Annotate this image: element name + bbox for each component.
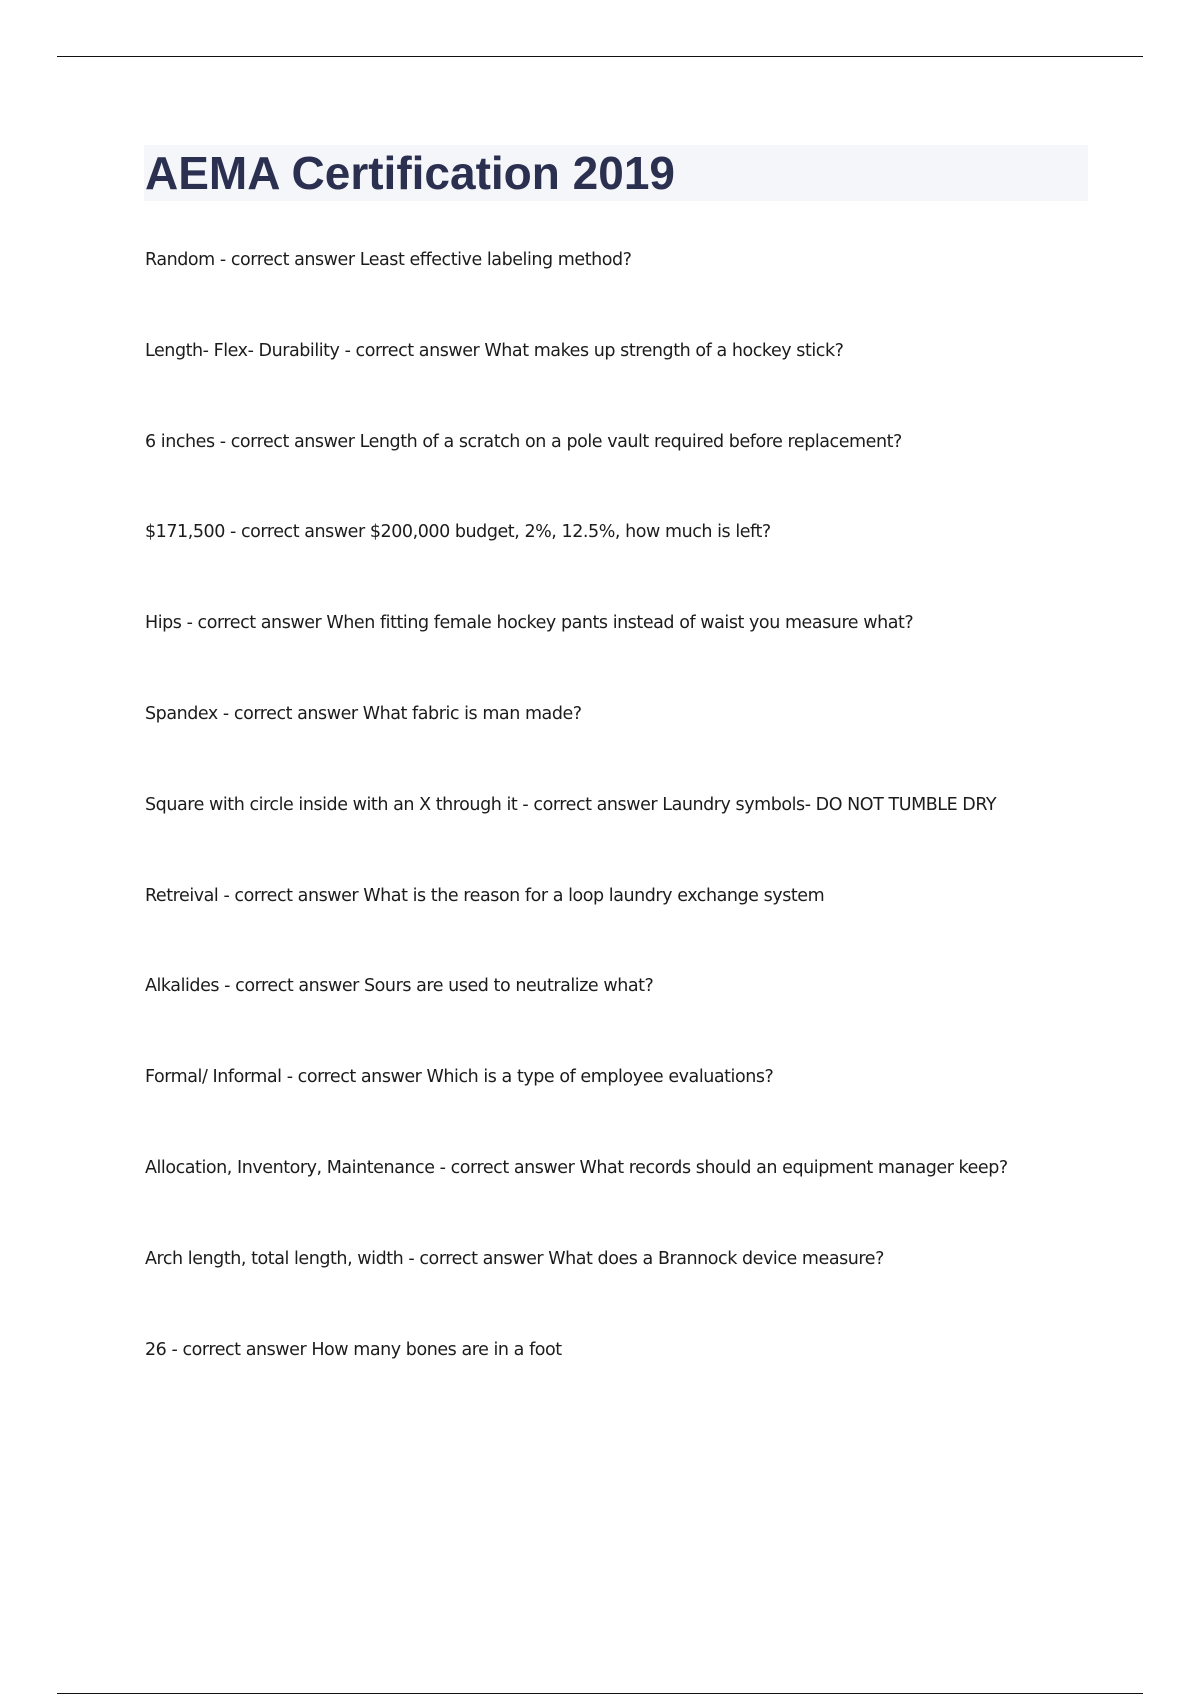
qa-answer: Arch length, total length, width — [145, 1248, 404, 1269]
qa-answer: 26 — [145, 1339, 167, 1360]
qa-separator: - correct answer — [224, 522, 370, 543]
qa-answer: Square with circle inside with an X through it — [145, 794, 518, 815]
qa-item — [145, 1063, 1105, 1154]
qa-question: Which is a type of employee evaluations? — [426, 1067, 774, 1088]
qa-answer: Allocation, Inventory, Maintenance — [145, 1157, 435, 1178]
qa-separator: - correct answer — [218, 885, 364, 906]
qa-question: Length of a scratch on a pole vault required before replacement? — [359, 431, 902, 452]
qa-question: What is the reason for a loop laundry exchange system — [363, 885, 825, 906]
qa-item — [145, 791, 1105, 882]
qa-separator: - correct answer — [166, 1339, 312, 1360]
qa-question: What does a Brannock device measure? — [548, 1248, 884, 1269]
qa-separator: - correct answer — [403, 1248, 549, 1269]
qa-separator: - correct answer — [517, 794, 663, 815]
qa-separator: - correct answer — [281, 1067, 427, 1088]
qa-item — [145, 700, 1105, 791]
qa-answer: Retreival — [145, 885, 219, 906]
qa-answer: Random — [145, 250, 215, 270]
qa-answer: Formal/ Informal — [145, 1067, 282, 1088]
qa-answer: Hips — [145, 613, 182, 634]
qa-question: Least effective labeling method? — [359, 250, 632, 270]
qa-separator: - correct answer — [339, 340, 485, 361]
qa-list — [145, 246, 1105, 1426]
qa-question: $200,000 budget, 2%, 12.5%, how much is left? — [369, 522, 771, 543]
qa-item — [145, 972, 1105, 1063]
qa-separator: - correct answer — [219, 976, 365, 997]
qa-question: What fabric is man made? — [362, 703, 582, 724]
qa-question: When fitting female hockey pants instead of waist you measure what? — [326, 613, 914, 634]
qa-item — [145, 882, 1105, 973]
qa-separator: - correct answer — [181, 613, 327, 634]
qa-item — [145, 1336, 1105, 1427]
qa-item — [145, 337, 1105, 428]
page-title: AEMA Certification 2019 — [145, 147, 675, 199]
qa-item — [145, 518, 1105, 609]
qa-separator: - correct answer — [214, 431, 360, 452]
bottom-divider — [57, 1693, 1143, 1694]
qa-question: How many bones are in a foot — [311, 1339, 562, 1360]
qa-item — [145, 428, 1105, 519]
qa-answer: 6 inches — [145, 431, 215, 452]
qa-question: What makes up strength of a hockey stick? — [484, 340, 844, 361]
qa-question: Laundry symbols- DO NOT TUMBLE DRY — [662, 794, 997, 815]
qa-answer: $171,500 — [145, 522, 225, 543]
qa-separator: - correct answer — [217, 703, 363, 724]
qa-separator: - correct answer — [214, 250, 360, 270]
qa-separator: - correct answer — [434, 1157, 580, 1178]
qa-item — [145, 1245, 1105, 1336]
qa-answer: Length- Flex- Durability — [145, 340, 340, 361]
qa-question: Sours are used to neutralize what? — [364, 976, 654, 997]
qa-answer: Spandex — [145, 703, 218, 724]
top-divider — [57, 56, 1143, 57]
qa-item — [145, 246, 1105, 337]
qa-item — [145, 1154, 1105, 1245]
qa-answer: Alkalides — [145, 976, 220, 997]
qa-question: What records should an equipment manager keep? — [579, 1157, 1008, 1178]
qa-item — [145, 609, 1105, 700]
